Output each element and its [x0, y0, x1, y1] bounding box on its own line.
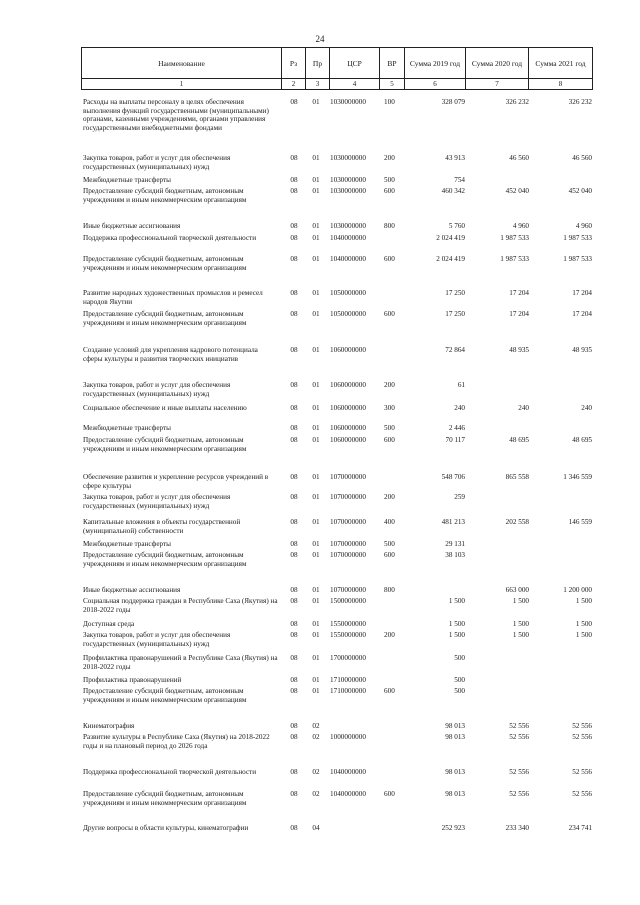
row-sum-2019: 98 013 — [445, 790, 465, 798]
page-number: 24 — [315, 34, 325, 44]
row-name: Иные бюджетные ассигнования — [83, 222, 181, 230]
row-pr: 01 — [312, 176, 320, 184]
row-rz: 08 — [290, 424, 298, 432]
row-vr: 600 — [384, 187, 395, 195]
row-rz: 08 — [290, 187, 298, 195]
row-csr: 1550000000 — [330, 631, 366, 639]
row-sum-2020: 1 500 — [512, 631, 529, 639]
row-pr: 01 — [312, 346, 320, 354]
row-sum-2019: 38 103 — [445, 551, 465, 559]
row-csr: 1060000000 — [330, 424, 366, 432]
row-vr: 600 — [384, 551, 395, 559]
row-rz: 08 — [290, 404, 298, 412]
row-rz: 08 — [290, 289, 298, 297]
row-name: Предоставление субсидий бюджетным, автономным учреждениям и иным некоммерческим организациям — [83, 436, 247, 453]
row-csr: 1050000000 — [330, 310, 366, 318]
row-name: Доступная среда — [83, 620, 135, 628]
row-csr: 1030000000 — [330, 176, 366, 184]
row-name: Предоставление субсидий бюджетным, автономным учреждениям и иным некоммерческим организациям — [83, 551, 247, 568]
row-sum-2020: 52 556 — [509, 722, 529, 730]
row-sum-2020: 233 340 — [505, 824, 529, 832]
row-name: Развитие народных художественных промыслов и ремесел народов Якутии — [83, 289, 263, 306]
col-header-rz: Рз — [282, 48, 306, 79]
row-sum-2021: 1 200 000 — [563, 586, 592, 594]
row-sum-2020: 17 204 — [509, 310, 529, 318]
row-sum-2019: 500 — [454, 676, 465, 684]
row-csr: 1550000000 — [330, 620, 366, 628]
row-sum-2019: 500 — [454, 654, 465, 662]
row-pr: 01 — [312, 597, 320, 605]
col-header-pr: Пр — [306, 48, 330, 79]
row-name: Предоставление субсидий бюджетным, автономным учреждениям и иным некоммерческим организациям — [83, 255, 247, 272]
row-rz: 08 — [290, 733, 298, 741]
row-name: Межбюджетные трансферты — [83, 540, 171, 548]
row-rz: 08 — [290, 790, 298, 798]
row-rz: 08 — [290, 551, 298, 559]
col-number-6: 6 — [405, 79, 466, 90]
row-rz: 08 — [290, 518, 298, 526]
row-vr: 400 — [384, 518, 395, 526]
row-sum-2020: 1 987 533 — [500, 255, 529, 263]
row-pr: 01 — [312, 473, 320, 481]
row-csr: 1070000000 — [330, 586, 366, 594]
row-sum-2021: 1 500 — [575, 631, 592, 639]
table-header — [81, 47, 593, 90]
row-csr: 1050000000 — [330, 289, 366, 297]
row-name: Развитие культуры в Республике Саха (Якутия) на 2018-2022 годы и на плановый период до 2026 года — [83, 733, 270, 750]
row-pr: 01 — [312, 98, 320, 106]
row-csr: 1070000000 — [330, 518, 366, 526]
col-number-1: 1 — [82, 79, 282, 90]
row-pr: 02 — [312, 733, 320, 741]
row-pr: 01 — [312, 551, 320, 559]
row-pr: 01 — [312, 654, 320, 662]
row-pr: 01 — [312, 154, 320, 162]
row-name: Предоставление субсидий бюджетным, автономным учреждениям и иным некоммерческим организациям — [83, 790, 247, 807]
row-sum-2019: 2 024 419 — [436, 255, 465, 263]
row-rz: 08 — [290, 255, 298, 263]
row-sum-2019: 17 250 — [445, 310, 465, 318]
row-name: Закупка товаров, работ и услуг для обеспечения государственных (муниципальных) нужд — [83, 493, 231, 510]
row-vr: 600 — [384, 790, 395, 798]
row-sum-2020: 17 204 — [509, 289, 529, 297]
row-pr: 01 — [312, 687, 320, 695]
row-rz: 08 — [290, 154, 298, 162]
row-pr: 01 — [312, 518, 320, 526]
row-vr: 200 — [384, 631, 395, 639]
row-name: Кинематография — [83, 722, 135, 730]
row-rz: 08 — [290, 176, 298, 184]
row-vr: 500 — [384, 540, 395, 548]
col-number-5: 5 — [380, 79, 405, 90]
row-sum-2019: 252 923 — [441, 824, 465, 832]
row-sum-2021: 4 960 — [575, 222, 592, 230]
row-name: Профилактика правонарушений в Республике Саха (Якутия) на 2018-2022 годы — [83, 654, 278, 671]
row-vr: 500 — [384, 424, 395, 432]
row-sum-2020: 46 560 — [509, 154, 529, 162]
row-name: Расходы на выплаты персоналу в целях обеспечения выполнения функций государственными (муниципальными) органами, казенными учреждениями, органами управления государственными внебюджетными фондами — [83, 98, 269, 132]
row-name: Предоставление субсидий бюджетным, автономным учреждениям и иным некоммерческим организациям — [83, 310, 247, 327]
row-rz: 08 — [290, 687, 298, 695]
row-sum-2020: 52 556 — [509, 733, 529, 741]
row-sum-2019: 500 — [454, 687, 465, 695]
row-pr: 02 — [312, 790, 320, 798]
row-sum-2020: 52 556 — [509, 768, 529, 776]
row-csr: 1710000000 — [330, 687, 366, 695]
row-sum-2021: 1 987 533 — [563, 255, 592, 263]
col-number-3: 3 — [306, 79, 330, 90]
row-pr: 01 — [312, 540, 320, 548]
row-sum-2020: 452 040 — [505, 187, 529, 195]
row-csr: 1060000000 — [330, 436, 366, 444]
row-rz: 08 — [290, 381, 298, 389]
row-vr: 600 — [384, 255, 395, 263]
row-pr: 01 — [312, 255, 320, 263]
row-rz: 08 — [290, 597, 298, 605]
row-rz: 08 — [290, 722, 298, 730]
row-pr: 01 — [312, 631, 320, 639]
row-sum-2021: 1 500 — [575, 620, 592, 628]
row-sum-2020: 202 558 — [505, 518, 529, 526]
col-header-name: Наименование — [82, 48, 282, 79]
row-rz: 08 — [290, 586, 298, 594]
row-pr: 01 — [312, 187, 320, 195]
row-name: Профилактика правонарушений — [83, 676, 182, 684]
row-pr: 01 — [312, 493, 320, 501]
row-sum-2019: 2 446 — [448, 424, 465, 432]
row-vr: 500 — [384, 176, 395, 184]
row-csr: 1040000000 — [330, 768, 366, 776]
row-name: Социальное обеспечение и иные выплаты населению — [83, 404, 247, 412]
row-pr: 01 — [312, 381, 320, 389]
col-number-2: 2 — [282, 79, 306, 90]
row-rz: 08 — [290, 473, 298, 481]
row-pr: 02 — [312, 768, 320, 776]
row-csr: 1060000000 — [330, 346, 366, 354]
row-sum-2019: 98 013 — [445, 768, 465, 776]
row-sum-2020: 663 000 — [505, 586, 529, 594]
row-csr: 1070000000 — [330, 493, 366, 501]
row-sum-2019: 72 864 — [445, 346, 465, 354]
row-sum-2019: 29 131 — [445, 540, 465, 548]
row-pr: 01 — [312, 436, 320, 444]
row-rz: 08 — [290, 493, 298, 501]
row-sum-2019: 98 013 — [445, 733, 465, 741]
row-sum-2019: 43 913 — [445, 154, 465, 162]
row-rz: 08 — [290, 676, 298, 684]
row-csr: 1500000000 — [330, 597, 366, 605]
row-vr: 600 — [384, 310, 395, 318]
row-sum-2020: 326 232 — [505, 98, 529, 106]
row-sum-2021: 326 232 — [568, 98, 592, 106]
row-sum-2019: 481 213 — [441, 518, 465, 526]
row-csr: 1030000000 — [330, 98, 366, 106]
row-name: Капитальные вложения в объекты государственной (муниципальной) собственности — [83, 518, 241, 535]
row-name: Закупка товаров, работ и услуг для обеспечения государственных (муниципальных) нужд — [83, 631, 231, 648]
col-header-2020: Сумма 2020 год — [466, 48, 529, 79]
col-header-2019: Сумма 2019 год — [405, 48, 466, 79]
row-name: Создание условий для укрепления кадрового потенциала сферы культуры и развития творческих инициатив — [83, 346, 258, 363]
row-sum-2021: 234 741 — [568, 824, 592, 832]
row-sum-2019: 70 117 — [445, 436, 465, 444]
row-rz: 08 — [290, 98, 298, 106]
row-pr: 01 — [312, 222, 320, 230]
row-rz: 08 — [290, 540, 298, 548]
row-csr: 1060000000 — [330, 404, 366, 412]
row-vr: 200 — [384, 381, 395, 389]
row-sum-2021: 1 346 559 — [563, 473, 592, 481]
row-pr: 01 — [312, 620, 320, 628]
row-name: Поддержка профессиональной творческой деятельности — [83, 768, 257, 776]
col-number-4: 4 — [330, 79, 380, 90]
row-pr: 01 — [312, 404, 320, 412]
row-csr: 1060000000 — [330, 381, 366, 389]
row-pr: 01 — [312, 424, 320, 432]
col-number-8: 8 — [529, 79, 593, 90]
row-sum-2021: 146 559 — [568, 518, 592, 526]
row-rz: 08 — [290, 234, 298, 242]
row-pr: 01 — [312, 289, 320, 297]
row-sum-2021: 52 556 — [572, 733, 592, 741]
row-rz: 08 — [290, 768, 298, 776]
col-header-csr: ЦСР — [330, 48, 380, 79]
row-sum-2020: 1 987 533 — [500, 234, 529, 242]
row-rz: 08 — [290, 620, 298, 628]
row-sum-2020: 865 558 — [505, 473, 529, 481]
row-sum-2019: 240 — [454, 404, 465, 412]
row-csr: 1030000000 — [330, 154, 366, 162]
row-name: Межбюджетные трансферты — [83, 176, 171, 184]
row-csr: 1070000000 — [330, 551, 366, 559]
row-name: Социальная поддержка граждан в Республике Саха (Якутия) на 2018-2022 годы — [83, 597, 278, 614]
row-vr: 100 — [384, 98, 395, 106]
row-name: Закупка товаров, работ и услуг для обеспечения государственных (муниципальных) нужд — [83, 381, 231, 398]
row-sum-2021: 52 556 — [572, 790, 592, 798]
row-pr: 01 — [312, 310, 320, 318]
row-rz: 08 — [290, 346, 298, 354]
row-rz: 08 — [290, 824, 298, 832]
row-sum-2019: 1 500 — [448, 620, 465, 628]
row-name: Иные бюджетные ассигнования — [83, 586, 181, 594]
row-sum-2021: 17 204 — [572, 310, 592, 318]
row-csr: 1040000000 — [330, 790, 366, 798]
row-sum-2020: 48 695 — [509, 436, 529, 444]
row-sum-2021: 48 935 — [572, 346, 592, 354]
row-vr: 600 — [384, 436, 395, 444]
row-vr: 800 — [384, 586, 395, 594]
row-sum-2019: 2 024 419 — [436, 234, 465, 242]
row-sum-2019: 1 500 — [448, 631, 465, 639]
row-sum-2021: 46 560 — [572, 154, 592, 162]
row-pr: 02 — [312, 722, 320, 730]
row-sum-2020: 4 960 — [512, 222, 529, 230]
row-csr: 1070000000 — [330, 473, 366, 481]
row-sum-2019: 460 342 — [441, 187, 465, 195]
col-header-vr: ВР — [380, 48, 405, 79]
row-vr: 800 — [384, 222, 395, 230]
row-sum-2019: 17 250 — [445, 289, 465, 297]
row-csr: 1030000000 — [330, 187, 366, 195]
row-csr: 1710000000 — [330, 676, 366, 684]
row-sum-2019: 98 013 — [445, 722, 465, 730]
row-sum-2019: 328 079 — [441, 98, 465, 106]
row-sum-2021: 240 — [581, 404, 592, 412]
row-csr: 1070000000 — [330, 540, 366, 548]
row-sum-2021: 52 556 — [572, 768, 592, 776]
row-sum-2020: 1 500 — [512, 620, 529, 628]
row-csr: 1000000000 — [330, 733, 366, 741]
row-sum-2019: 61 — [457, 381, 465, 389]
row-rz: 08 — [290, 310, 298, 318]
row-rz: 08 — [290, 222, 298, 230]
row-pr: 04 — [312, 824, 320, 832]
row-rz: 08 — [290, 631, 298, 639]
col-number-7: 7 — [466, 79, 529, 90]
row-vr: 200 — [384, 154, 395, 162]
row-vr: 300 — [384, 404, 395, 412]
row-csr: 1040000000 — [330, 234, 366, 242]
col-header-2021: Сумма 2021 год — [529, 48, 593, 79]
row-rz: 08 — [290, 436, 298, 444]
row-sum-2021: 452 040 — [568, 187, 592, 195]
row-sum-2019: 259 — [454, 493, 465, 501]
row-pr: 01 — [312, 586, 320, 594]
row-rz: 08 — [290, 654, 298, 662]
row-csr: 1700000000 — [330, 654, 366, 662]
row-name: Предоставление субсидий бюджетным, автономным учреждениям и иным некоммерческим организациям — [83, 187, 247, 204]
row-name: Закупка товаров, работ и услуг для обеспечения государственных (муниципальных) нужд — [83, 154, 231, 171]
row-sum-2019: 754 — [454, 176, 465, 184]
row-name: Поддержка профессиональной творческой деятельности — [83, 234, 257, 242]
row-sum-2020: 48 935 — [509, 346, 529, 354]
row-name: Межбюджетные трансферты — [83, 424, 171, 432]
row-sum-2019: 1 500 — [448, 597, 465, 605]
row-sum-2020: 1 500 — [512, 597, 529, 605]
row-sum-2021: 52 556 — [572, 722, 592, 730]
row-name: Предоставление субсидий бюджетным, автономным учреждениям и иным некоммерческим организациям — [83, 687, 247, 704]
row-csr: 1040000000 — [330, 255, 366, 263]
row-vr: 600 — [384, 687, 395, 695]
row-name: Другие вопросы в области культуры, кинематографии — [83, 824, 249, 832]
row-name: Обеспечение развития и укрепление ресурсов учреждений в сфере культуры — [83, 473, 269, 490]
row-pr: 01 — [312, 234, 320, 242]
row-csr: 1030000000 — [330, 222, 366, 230]
row-sum-2021: 1 987 533 — [563, 234, 592, 242]
row-sum-2019: 5 760 — [448, 222, 465, 230]
row-pr: 01 — [312, 676, 320, 684]
row-sum-2021: 1 500 — [575, 597, 592, 605]
row-vr: 200 — [384, 493, 395, 501]
row-sum-2020: 52 556 — [509, 790, 529, 798]
row-sum-2019: 548 706 — [441, 473, 465, 481]
row-sum-2021: 17 204 — [572, 289, 592, 297]
row-sum-2021: 48 695 — [572, 436, 592, 444]
row-sum-2020: 240 — [518, 404, 529, 412]
